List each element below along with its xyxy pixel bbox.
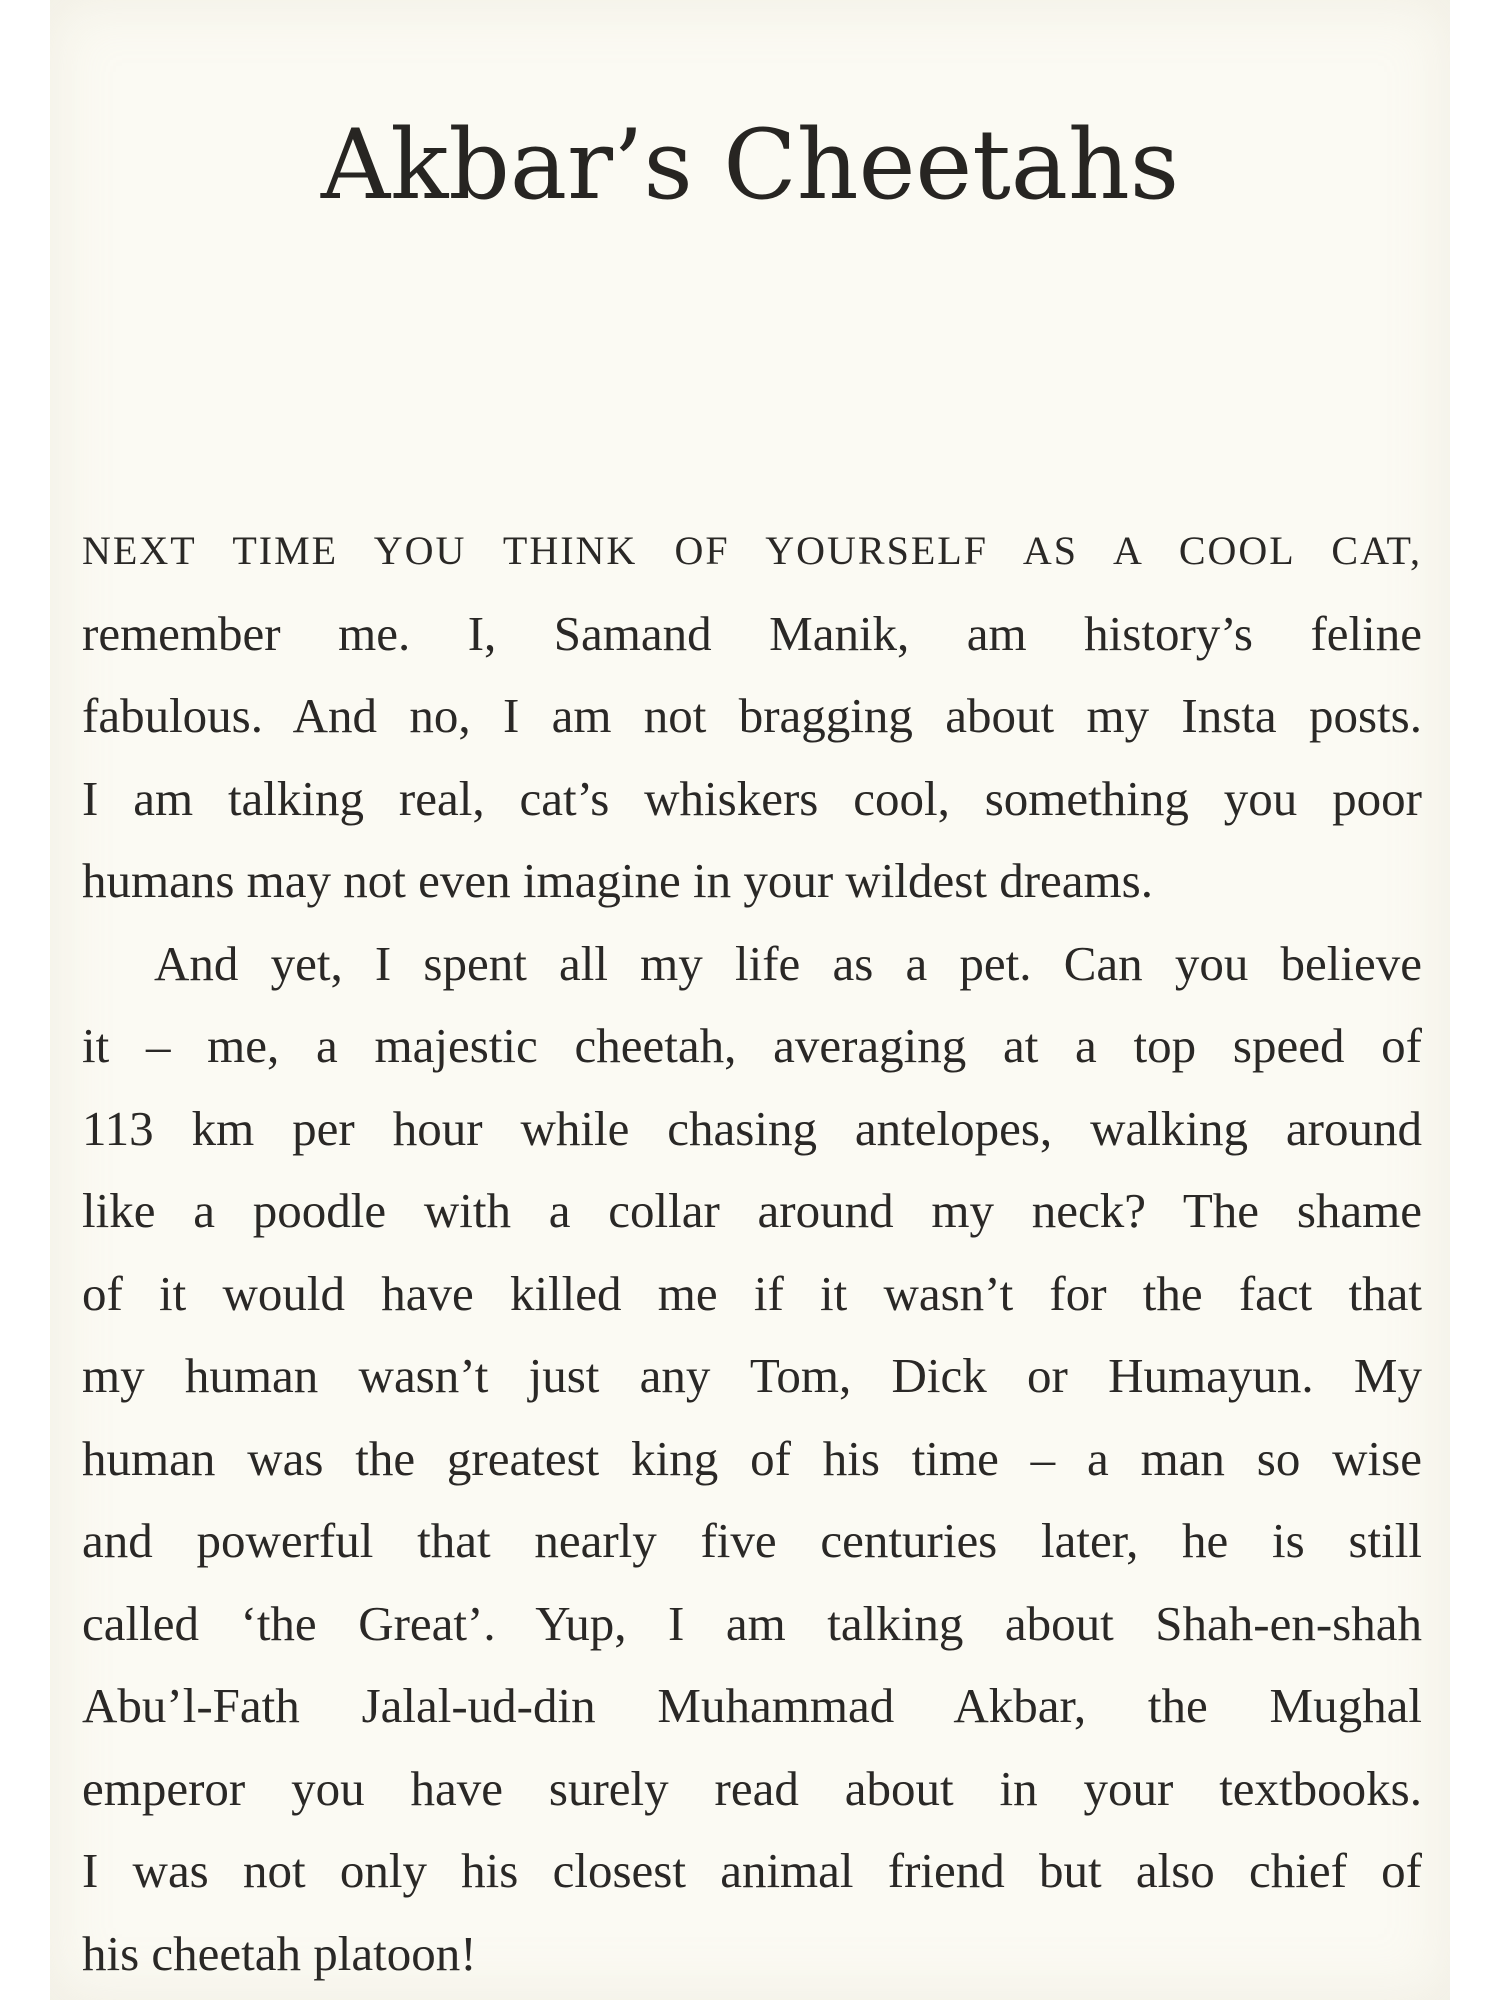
text-line: 113 km per hour while chasing antelopes, walking around bbox=[82, 1100, 1422, 1156]
text-line: And yet, I spent all my life as a pet. Can you believe bbox=[154, 935, 1422, 991]
text-line: his cheetah platoon! bbox=[82, 1925, 477, 1981]
text-line: remember me. I, Samand Manik, am history’s feline bbox=[82, 605, 1422, 661]
text-line: called ‘the Great’. Yup, I am talking about Shah-en-shah bbox=[82, 1595, 1422, 1651]
text-line: I was not only his closest animal friend but also chief of bbox=[82, 1843, 1422, 1898]
text-line: fabulous. And no, I am not bragging about my Insta posts. bbox=[82, 688, 1422, 743]
paragraph-2 bbox=[82, 923, 1422, 1996]
text-line: it – me, a majestic cheetah, averaging at a top speed of bbox=[82, 1018, 1422, 1073]
text-line: like a poodle with a collar around my neck? The shame bbox=[82, 1183, 1422, 1238]
chapter-title: Akbar’s Cheetahs bbox=[320, 109, 1180, 221]
lead-in-small-caps: NEXT TIME YOU THINK OF YOURSELF AS A COOL CAT, bbox=[82, 528, 1422, 573]
text-line: human was the greatest king of his time – a man so wise bbox=[82, 1430, 1422, 1486]
text-line: I am talking real, cat’s whiskers cool, something you poor bbox=[82, 770, 1422, 826]
paragraph-1 bbox=[82, 510, 1422, 923]
text-line: emperor you have surely read about in your textbooks. bbox=[82, 1760, 1422, 1816]
text-line: humans may not even imagine in your wildest dreams. bbox=[82, 853, 1153, 908]
text-line: of it would have killed me if it wasn’t for the fact that bbox=[82, 1265, 1422, 1321]
text-line: my human wasn’t just any Tom, Dick or Humayun. My bbox=[82, 1348, 1422, 1403]
text-line: and powerful that nearly five centuries later, he is still bbox=[82, 1513, 1422, 1568]
text-line: Abu’l-Fath Jalal-ud-din Muhammad Akbar, the Mughal bbox=[82, 1678, 1422, 1733]
chapter-body bbox=[82, 510, 1422, 1995]
book-page bbox=[50, 0, 1450, 2000]
